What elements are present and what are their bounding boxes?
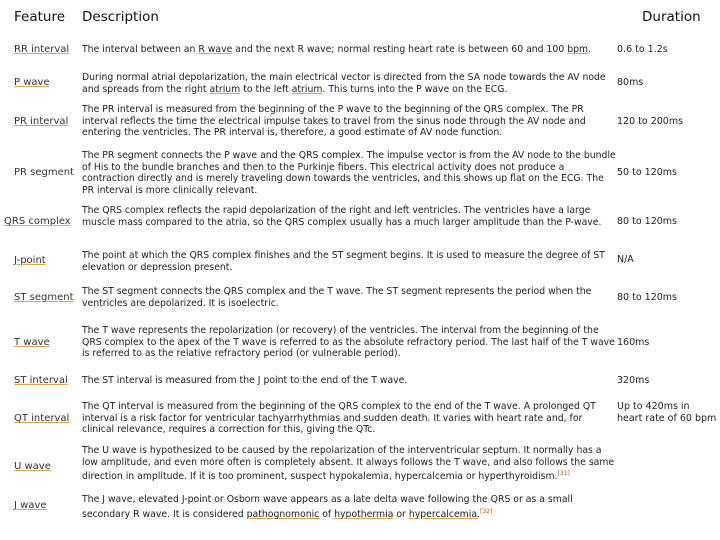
header-description: Description <box>82 9 159 25</box>
duration-cell: Up to 420ms in heart rate of 60 bpm <box>617 401 717 424</box>
description-cell: During normal atrial depolarization, the main electrical vector is directed from the SA node towards the AV node and spreads from the right atrium to the left atrium. This turns into the P wave on the ECG. <box>82 72 606 95</box>
header-feature: Feature <box>14 9 66 25</box>
duration-cell: 320ms <box>617 375 650 386</box>
description-cell: The PR segment connects the P wave and the QRS complex. The impulse vector is from the AV node to the bundle of His to the bundle branches and then to the Purkinje fibers. This electrical activity does not produce a contraction directly and is merely traveling down towards the ventricles, and this shows up flat on the ECG. The PR interval is more clinically relevant. <box>82 150 616 196</box>
feature-link[interactable]: T wave <box>14 337 50 348</box>
duration-cell: 120 to 200ms <box>617 116 684 127</box>
feature-link[interactable]: J wave <box>14 500 47 511</box>
description-cell: The T wave represents the repolarization (or recovery) of the ventricles. The interval from the beginning of the QRS complex to the apex of the T wave is referred to as the absolute refractory period. The last half of the T wave is referred to as the relative refractory period (or vulnerable period). <box>82 325 615 360</box>
header-duration: Duration <box>642 9 701 25</box>
feature-link[interactable]: J-point <box>14 255 46 266</box>
description-cell: The ST segment connects the QRS complex and the T wave. The ST segment represents the period when the ventricles are depolarized. It is isoelectric. <box>82 286 592 309</box>
description-cell: The QRS complex reflects the rapid depolarization of the right and left ventricles. The ventricles have a large muscle mass compared to the atria, so the QRS complex usually has a much larger amplitude than the P-wave. <box>82 205 602 228</box>
feature-link[interactable]: PR interval <box>14 116 69 127</box>
inline-link[interactable]: bpm <box>567 44 589 55</box>
feature-link[interactable]: ST segment <box>14 292 74 303</box>
feature-link[interactable]: QT interval <box>14 413 70 424</box>
inline-link[interactable]: atrium <box>291 83 323 95</box>
duration-cell: 160ms <box>617 337 650 348</box>
inline-link[interactable]: hypercalcemia <box>408 508 478 520</box>
feature-link[interactable]: P wave <box>14 77 50 88</box>
description-cell: The U wave is hypothesized to be caused by the repolarization of the interventricular septum. It normally has a low amplitude, and even more often is completely absent. It always follows the T wave, and also follows the same direction in amplitude. If it is too prominent, suspect hypokalemia, hypercalcemia or hyperthyroidism.[31] <box>82 445 615 483</box>
feature-link[interactable]: QRS complex <box>4 216 71 227</box>
feature-label: PR segment <box>14 167 75 178</box>
feature-link[interactable]: RR interval <box>14 44 70 55</box>
description-cell: The point at which the QRS complex finishes and the ST segment begins. It is used to measure the degree of ST elevation or depression present. <box>82 250 605 273</box>
description-cell: The ST interval is measured from the J point to the end of the T wave. <box>82 375 408 386</box>
description-cell: The interval between an R wave and the next R wave; normal resting heart rate is between 60 and 100 bpm. <box>82 44 592 55</box>
description-cell: The PR interval is measured from the beginning of the P wave to the beginning of the QRS complex. The PR interval reflects the time the electrical impulse takes to travel from the sinus node through the AV node and entering the ventricles. The PR interval is, therefore, a good estimate of AV node function. <box>82 104 586 139</box>
description-cell: The QT interval is measured from the beginning of the QRS complex to the end of the T wave. A prolonged QT interval is a risk factor for ventricular tachyarrhythmias and sudden death. It varies with heart rate and, for clinical relevance, requires a correction for this, giving the QTc. <box>82 401 596 436</box>
duration-cell: 0.6 to 1.2s <box>617 44 668 55</box>
duration-cell: 80 to 120ms <box>617 216 678 227</box>
duration-cell: 80ms <box>617 77 644 88</box>
duration-cell: N/A <box>617 254 634 265</box>
feature-link[interactable]: U wave <box>14 461 51 472</box>
inline-link[interactable]: R wave <box>198 44 233 55</box>
inline-link[interactable]: hypothermia <box>334 508 394 520</box>
citation-link[interactable]: [32] <box>480 507 493 515</box>
feature-link[interactable]: ST interval <box>14 375 68 386</box>
citation-link[interactable]: [31] <box>557 470 570 478</box>
inline-link[interactable]: pathognomonic <box>246 508 320 520</box>
duration-cell: 50 to 120ms <box>617 167 678 178</box>
description-cell: The J wave, elevated J-point or Osborn wave appears as a late delta wave following the QRS or as a small secondary R wave. It is considered pathognomonic of hypothermia or hypercalcemia.[32] <box>82 494 573 520</box>
inline-link[interactable]: atrium <box>209 83 241 95</box>
duration-cell: 80 to 120ms <box>617 292 678 303</box>
